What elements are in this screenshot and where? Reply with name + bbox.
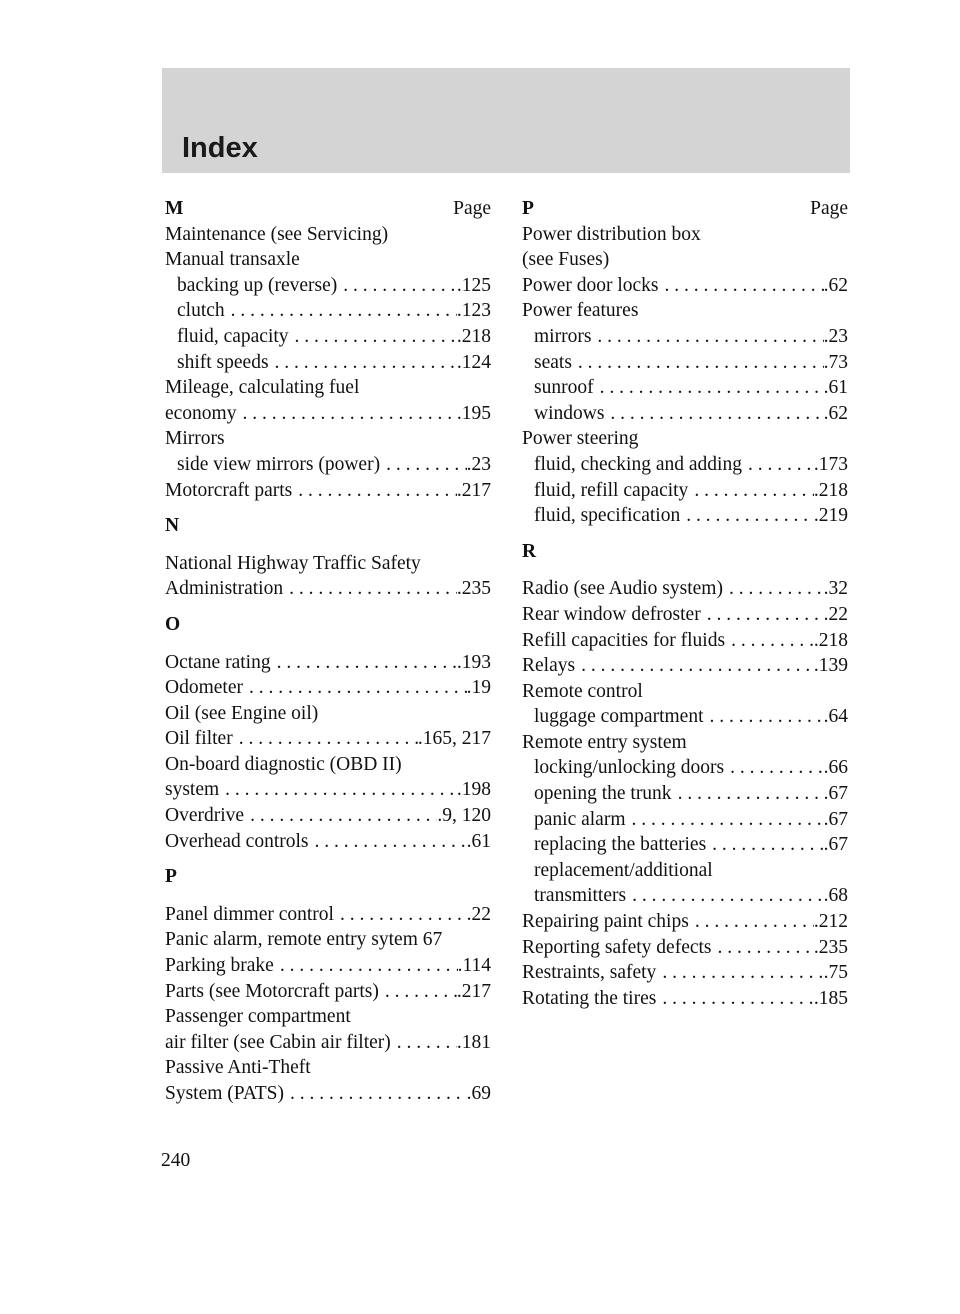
dot-leader xyxy=(712,935,814,961)
index-entry xyxy=(522,909,848,935)
entry-text: Oil (see Engine oil) xyxy=(165,702,319,724)
entry-text: locking/unlocking doors xyxy=(534,757,725,779)
index-list-n xyxy=(165,551,491,602)
index-entry xyxy=(165,726,491,752)
dot-leader xyxy=(672,781,824,807)
entry-page: .219 xyxy=(813,505,848,527)
index-entry xyxy=(165,701,491,727)
section-letter-n: N xyxy=(165,515,180,537)
index-list-p-left xyxy=(165,902,491,1107)
entry-text: Relays xyxy=(522,655,576,677)
dot-leader xyxy=(337,273,457,299)
dot-leader xyxy=(688,478,814,504)
dot-leader xyxy=(292,478,457,504)
index-entry xyxy=(165,902,491,928)
index-list-o xyxy=(165,650,491,855)
entry-text: fluid, capacity xyxy=(177,325,289,347)
entry-text: Power steering xyxy=(522,428,639,450)
entry-text: Parking brake xyxy=(165,955,274,977)
index-list-m xyxy=(165,222,491,504)
entry-page: .61 xyxy=(823,377,848,399)
index-entry xyxy=(165,979,491,1005)
entry-text: Remote entry system xyxy=(522,731,687,753)
entry-text: Parts (see Motorcraft parts) xyxy=(165,980,379,1002)
section-letter-o: O xyxy=(165,613,181,635)
index-entry xyxy=(165,324,491,350)
section-letter: P xyxy=(522,198,534,219)
dot-leader xyxy=(680,503,814,529)
entry-text: Refill capacities for fluids xyxy=(522,629,726,651)
index-list-p-right xyxy=(522,222,848,529)
index-entry xyxy=(522,679,848,705)
entry-text: Reporting safety defects xyxy=(522,936,712,958)
entry-text: panic alarm xyxy=(534,808,626,830)
page-number: 240 xyxy=(161,1150,191,1171)
entry-page: .67 xyxy=(823,783,848,805)
entry-page: .23 xyxy=(466,453,491,475)
entry-text: Passive Anti-Theft xyxy=(165,1057,311,1079)
entry-text: Mirrors xyxy=(165,428,225,450)
dot-leader xyxy=(233,726,418,752)
entry-page: .22 xyxy=(466,903,491,925)
index-entry xyxy=(165,675,491,701)
dot-leader xyxy=(724,755,824,781)
entry-page: .235 xyxy=(813,936,848,958)
entry-text: replacing the batteries xyxy=(534,834,707,856)
index-entry xyxy=(522,324,848,350)
entry-text: National Highway Traffic Safety xyxy=(165,552,421,574)
index-entry xyxy=(165,452,491,478)
index-entry xyxy=(165,273,491,299)
index-entry xyxy=(522,935,848,961)
entry-text: seats xyxy=(534,351,572,373)
entry-page: .9, 120 xyxy=(437,805,491,827)
index-entry xyxy=(522,401,848,427)
index-entry xyxy=(522,986,848,1012)
dot-leader xyxy=(284,1081,467,1107)
index-entry xyxy=(165,222,491,248)
index-entry xyxy=(165,1055,491,1081)
entry-page: .124 xyxy=(456,351,491,373)
entry-page: .61 xyxy=(466,830,491,852)
entry-text: Radio (see Audio system) xyxy=(522,578,723,600)
dot-leader xyxy=(689,909,814,935)
entry-text: luggage compartment xyxy=(534,706,704,728)
dot-leader xyxy=(572,350,824,376)
entry-text: backing up (reverse) xyxy=(177,274,338,296)
index-entry xyxy=(522,273,848,299)
index-entry xyxy=(522,755,848,781)
index-entry xyxy=(165,375,491,401)
index-entry xyxy=(165,752,491,778)
dot-leader xyxy=(379,979,457,1005)
entry-text: Maintenance (see Servicing) xyxy=(165,223,389,245)
entry-text: Administration xyxy=(165,578,284,600)
index-entry xyxy=(522,576,848,602)
entry-text: transmitters xyxy=(534,885,627,907)
section-letter-r: R xyxy=(522,540,537,562)
entry-page: .173 xyxy=(813,453,848,475)
index-entry xyxy=(165,829,491,855)
index-list-r xyxy=(522,576,848,1011)
page-title: Index xyxy=(182,132,258,164)
dot-leader xyxy=(703,704,823,730)
entry-text: Manual transaxle xyxy=(165,249,300,271)
entry-text: clutch xyxy=(177,300,225,322)
index-entry xyxy=(522,883,848,909)
entry-text: system xyxy=(165,779,220,801)
entry-text: opening the trunk xyxy=(534,783,672,805)
index-entry xyxy=(165,426,491,452)
entry-page: .68 xyxy=(823,885,848,907)
entry-text: fluid, specification xyxy=(534,505,681,527)
entry-page: .185 xyxy=(813,987,848,1009)
entry-text: Mileage, calculating fuel xyxy=(165,377,360,399)
page-column-label: Page xyxy=(453,198,491,219)
entry-page: .66 xyxy=(823,757,848,779)
entry-text: (see Fuses) xyxy=(522,249,610,271)
entry-text: fluid, checking and adding xyxy=(534,453,742,475)
entry-text: Power features xyxy=(522,300,639,322)
dot-leader xyxy=(274,953,458,979)
index-entry xyxy=(165,247,491,273)
index-entry xyxy=(165,953,491,979)
entry-text: Overhead controls xyxy=(165,830,309,852)
entry-page: .75 xyxy=(823,962,848,984)
entry-page: .64 xyxy=(823,706,848,728)
entry-text: Passenger compartment xyxy=(165,1006,351,1028)
entry-text: Power door locks xyxy=(522,274,659,296)
dot-leader xyxy=(626,807,824,833)
entry-page: .193 xyxy=(456,651,491,673)
entry-text: Odometer xyxy=(165,677,243,699)
entry-text: Motorcraft parts xyxy=(165,479,293,501)
entry-page: .73 xyxy=(823,351,848,373)
entry-page: .218 xyxy=(456,325,491,347)
entry-page: .139 xyxy=(813,655,848,677)
dot-leader xyxy=(236,401,456,427)
index-entry xyxy=(522,653,848,679)
entry-text: windows xyxy=(534,402,605,424)
entry-text: fluid, refill capacity xyxy=(534,479,689,501)
entry-text: sunroof xyxy=(534,377,594,399)
index-entry xyxy=(522,704,848,730)
entry-text: Overdrive xyxy=(165,805,245,827)
dot-leader xyxy=(701,602,824,628)
index-entry xyxy=(165,551,491,577)
index-entry xyxy=(165,298,491,324)
index-entry xyxy=(165,1030,491,1056)
index-entry xyxy=(522,350,848,376)
dot-leader xyxy=(591,324,823,350)
index-entry xyxy=(165,927,491,953)
entry-page: .218 xyxy=(813,629,848,651)
entry-text: Power distribution box xyxy=(522,223,701,245)
entry-text: economy xyxy=(165,402,237,424)
index-column-right xyxy=(522,196,848,1011)
index-entry xyxy=(522,602,848,628)
index-entry xyxy=(522,503,848,529)
index-entry xyxy=(522,628,848,654)
index-entry xyxy=(522,375,848,401)
entry-page: .181 xyxy=(456,1031,491,1053)
entry-page: .235 xyxy=(456,578,491,600)
entry-page: .217 xyxy=(456,479,491,501)
entry-text: Panel dimmer control xyxy=(165,903,334,925)
entry-text: Restraints, safety xyxy=(522,962,657,984)
entry-page: .67 xyxy=(823,808,848,830)
dot-leader xyxy=(658,273,823,299)
entry-page: .62 xyxy=(823,402,848,424)
entry-page: .212 xyxy=(813,911,848,933)
index-entry xyxy=(522,452,848,478)
entry-page: .198 xyxy=(456,779,491,801)
entry-text: On-board diagnostic (OBD II) xyxy=(165,753,402,775)
index-entry xyxy=(522,298,848,324)
dot-leader xyxy=(604,401,823,427)
index-column-left xyxy=(165,196,491,1107)
entry-page: .69 xyxy=(466,1083,491,1104)
entry-text: shift speeds xyxy=(177,351,269,373)
dot-leader xyxy=(271,650,457,676)
entry-text: Repairing paint chips xyxy=(522,911,689,933)
entry-text: Remote control xyxy=(522,680,643,702)
dot-leader xyxy=(225,298,457,324)
index-entry xyxy=(522,247,848,273)
entry-page: .195 xyxy=(456,402,491,424)
entry-page: .217 xyxy=(456,980,491,1002)
index-entry xyxy=(165,803,491,829)
entry-text: Octane rating xyxy=(165,651,271,673)
dot-leader xyxy=(656,986,814,1012)
entry-page: .67 xyxy=(823,834,848,856)
index-entry xyxy=(522,781,848,807)
index-entry xyxy=(522,426,848,452)
dot-leader xyxy=(244,803,437,829)
entry-page: .19 xyxy=(466,677,491,699)
dot-leader xyxy=(309,829,467,855)
entry-text: Oil filter xyxy=(165,728,233,750)
index-entry xyxy=(522,222,848,248)
index-entry xyxy=(165,576,491,602)
dot-leader xyxy=(391,1030,457,1056)
entry-page: .22 xyxy=(823,603,848,625)
entry-text: Rotating the tires xyxy=(522,987,657,1009)
index-entry xyxy=(522,858,848,884)
dot-leader xyxy=(656,960,823,986)
index-entry xyxy=(165,1081,491,1107)
entry-page: .62 xyxy=(823,274,848,296)
index-entry xyxy=(522,960,848,986)
dot-leader xyxy=(594,375,824,401)
index-entry xyxy=(165,650,491,676)
entry-page: .125 xyxy=(456,274,491,296)
dot-leader xyxy=(723,576,824,602)
entry-page: .218 xyxy=(813,479,848,501)
entry-page: .32 xyxy=(823,578,848,600)
entry-text: replacement/additional xyxy=(534,859,713,881)
index-entry xyxy=(522,832,848,858)
dot-leader xyxy=(334,902,467,928)
section-letter-p: P xyxy=(165,866,177,888)
entry-text: Panic alarm, remote entry sytem 67 xyxy=(165,929,443,951)
index-entry xyxy=(522,730,848,756)
dot-leader xyxy=(380,452,467,478)
entry-page: .165, 217 xyxy=(417,728,491,750)
dot-leader xyxy=(219,777,457,803)
dot-leader xyxy=(742,452,814,478)
entry-page: .114 xyxy=(457,955,491,977)
entry-text: mirrors xyxy=(534,325,592,347)
dot-leader xyxy=(289,324,457,350)
index-entry xyxy=(165,401,491,427)
entry-text: side view mirrors (power) xyxy=(177,453,381,475)
dot-leader xyxy=(626,883,824,909)
index-entry xyxy=(522,478,848,504)
entry-text: System (PATS) xyxy=(165,1083,285,1104)
dot-leader xyxy=(269,350,457,376)
dot-leader xyxy=(725,628,814,654)
index-entry xyxy=(165,478,491,504)
dot-leader xyxy=(243,675,467,701)
index-header-band xyxy=(162,68,850,173)
entry-page: .23 xyxy=(823,325,848,347)
index-entry xyxy=(165,1004,491,1030)
index-entry xyxy=(165,350,491,376)
entry-text: air filter (see Cabin air filter) xyxy=(165,1031,391,1053)
index-entry xyxy=(165,777,491,803)
dot-leader xyxy=(706,832,823,858)
index-entry xyxy=(522,807,848,833)
section-letter: M xyxy=(165,198,184,219)
section-heading-m xyxy=(165,196,491,222)
page-column-label: Page xyxy=(810,198,848,219)
entry-text: Rear window defroster xyxy=(522,603,701,625)
section-heading-p xyxy=(522,196,848,222)
entry-page: .123 xyxy=(456,300,491,322)
dot-leader xyxy=(283,576,457,602)
dot-leader xyxy=(575,653,814,679)
